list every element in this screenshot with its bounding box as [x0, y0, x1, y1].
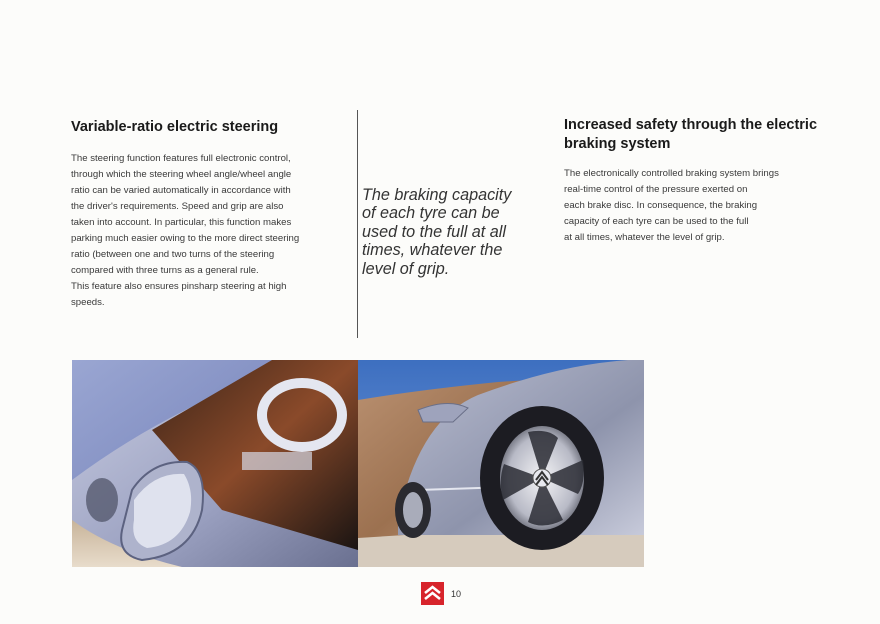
body-line: each brake disc. In consequence, the braking — [564, 200, 758, 211]
body-line: the driver's requirements. Speed and grip are also — [71, 201, 284, 212]
quote-line: times, whatever the — [362, 241, 503, 260]
body-line: parking much easier owing to the more direct steering — [71, 233, 300, 244]
steering-heading: Variable-ratio electric steering — [71, 119, 279, 135]
page-number: 10 — [451, 589, 462, 599]
quote-line: The braking capacity — [362, 186, 512, 204]
heading-line: Increased safety through the electric — [564, 117, 818, 133]
quote-line: used to the full at all — [362, 222, 506, 241]
body-line: This feature also ensures pinsharp steering at high — [71, 281, 287, 292]
quote-line: level of grip. — [362, 259, 450, 278]
side-mirror-illustration — [72, 360, 358, 567]
braking-body-text — [564, 166, 779, 246]
braking-heading — [564, 116, 817, 154]
body-line: ratio can be varied automatically in accordance with — [71, 185, 291, 196]
column-divider — [357, 110, 358, 338]
body-line: ratio (between one and two turns of the steering — [71, 249, 275, 260]
citroen-double-chevron-icon — [421, 582, 444, 605]
body-line: taken into account. In particular, this function makes — [71, 217, 292, 228]
body-line: through which the steering wheel angle/wheel angle — [71, 169, 292, 180]
body-line: speeds. — [71, 297, 105, 308]
quote-line: of each tyre can be — [362, 204, 500, 223]
steering-body-text — [71, 151, 299, 311]
body-line: The electronically controlled braking system brings — [564, 168, 779, 179]
body-line: compared with three turns as a general rule. — [71, 265, 259, 276]
heading-line: braking system — [564, 136, 671, 152]
body-line: real-time control of the pressure exerted on — [564, 184, 748, 195]
body-line: The steering function features full electronic control, — [71, 153, 291, 164]
wheel-photo — [358, 360, 644, 567]
side-mirror-photo — [72, 360, 358, 567]
body-line: at all times, whatever the level of grip. — [564, 232, 725, 243]
pull-quote — [362, 186, 532, 278]
wheel-illustration — [358, 360, 644, 567]
body-line: capacity of each tyre can be used to the full — [564, 216, 749, 227]
